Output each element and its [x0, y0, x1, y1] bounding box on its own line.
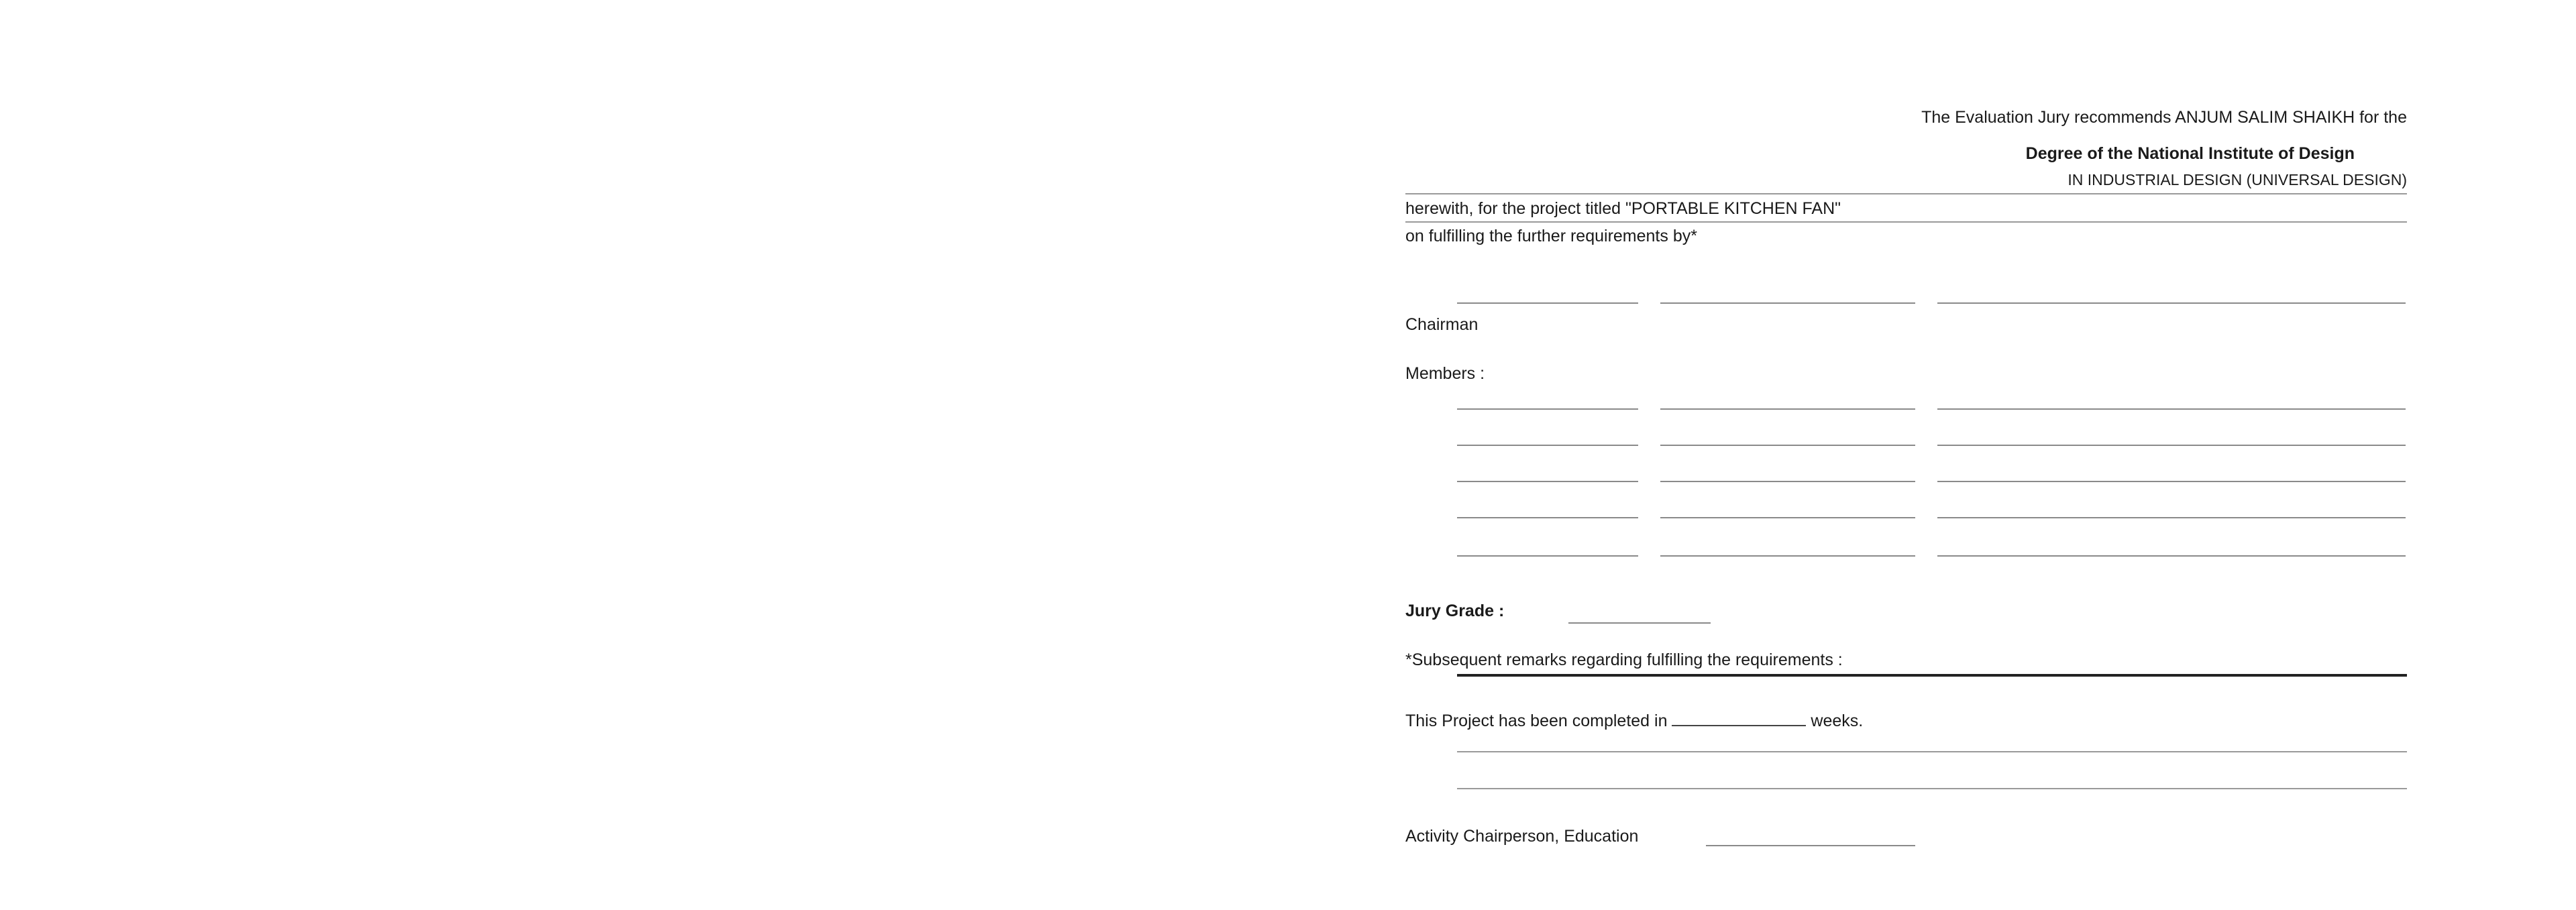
jury-grade-label: Jury Grade : [1405, 602, 1505, 620]
header-rule [1405, 193, 2407, 194]
degree-title: Degree of the National Institute of Design [2025, 144, 2355, 163]
member-4-designation-line [1660, 517, 1915, 518]
completion-prefix: This Project has been completed in [1405, 712, 1668, 730]
member-3-signature-line [1937, 481, 2406, 482]
remarks-rule [1457, 674, 2407, 677]
recommendation-text: The Evaluation Jury recommends ANJUM SALIM SHAIKH for the [1921, 108, 2407, 127]
member-5-designation-line [1660, 555, 1915, 557]
chairman-name-line [1457, 302, 1638, 304]
jury-grade-line [1568, 622, 1711, 624]
member-2-signature-line [1937, 445, 2406, 446]
member-4-name-line [1457, 517, 1638, 518]
project-rule [1405, 221, 2407, 223]
discipline-title: IN INDUSTRIAL DESIGN (UNIVERSAL DESIGN) [2068, 171, 2407, 188]
completion-suffix: weeks. [1811, 712, 1864, 730]
members-label: Members : [1405, 364, 1485, 383]
member-5-name-line [1457, 555, 1638, 557]
signatory-label: Activity Chairperson, Education [1405, 827, 1639, 846]
member-3-designation-line [1660, 481, 1915, 482]
weeks-blank [1672, 710, 1806, 726]
remarks-label: *Subsequent remarks regarding fulfilling the requirements : [1405, 650, 1843, 669]
member-1-signature-line [1937, 408, 2406, 410]
member-1-designation-line [1660, 408, 1915, 410]
member-5-signature-line [1937, 555, 2406, 557]
member-2-name-line [1457, 445, 1638, 446]
project-title-text: herewith, for the project titled "PORTABLE KITCHEN FAN" [1405, 199, 1841, 218]
completion-text [1405, 710, 1863, 731]
remarks-line-1 [1457, 751, 2407, 752]
chairman-designation-line [1660, 302, 1915, 304]
member-1-name-line [1457, 408, 1638, 410]
chairman-label: Chairman [1405, 315, 1479, 334]
member-2-designation-line [1660, 445, 1915, 446]
requirements-text: on fulfilling the further requirements by* [1405, 227, 1697, 245]
member-3-name-line [1457, 481, 1638, 482]
signatory-line [1706, 845, 1915, 846]
chairman-signature-line [1937, 302, 2406, 304]
member-4-signature-line [1937, 517, 2406, 518]
remarks-line-2 [1457, 788, 2407, 789]
